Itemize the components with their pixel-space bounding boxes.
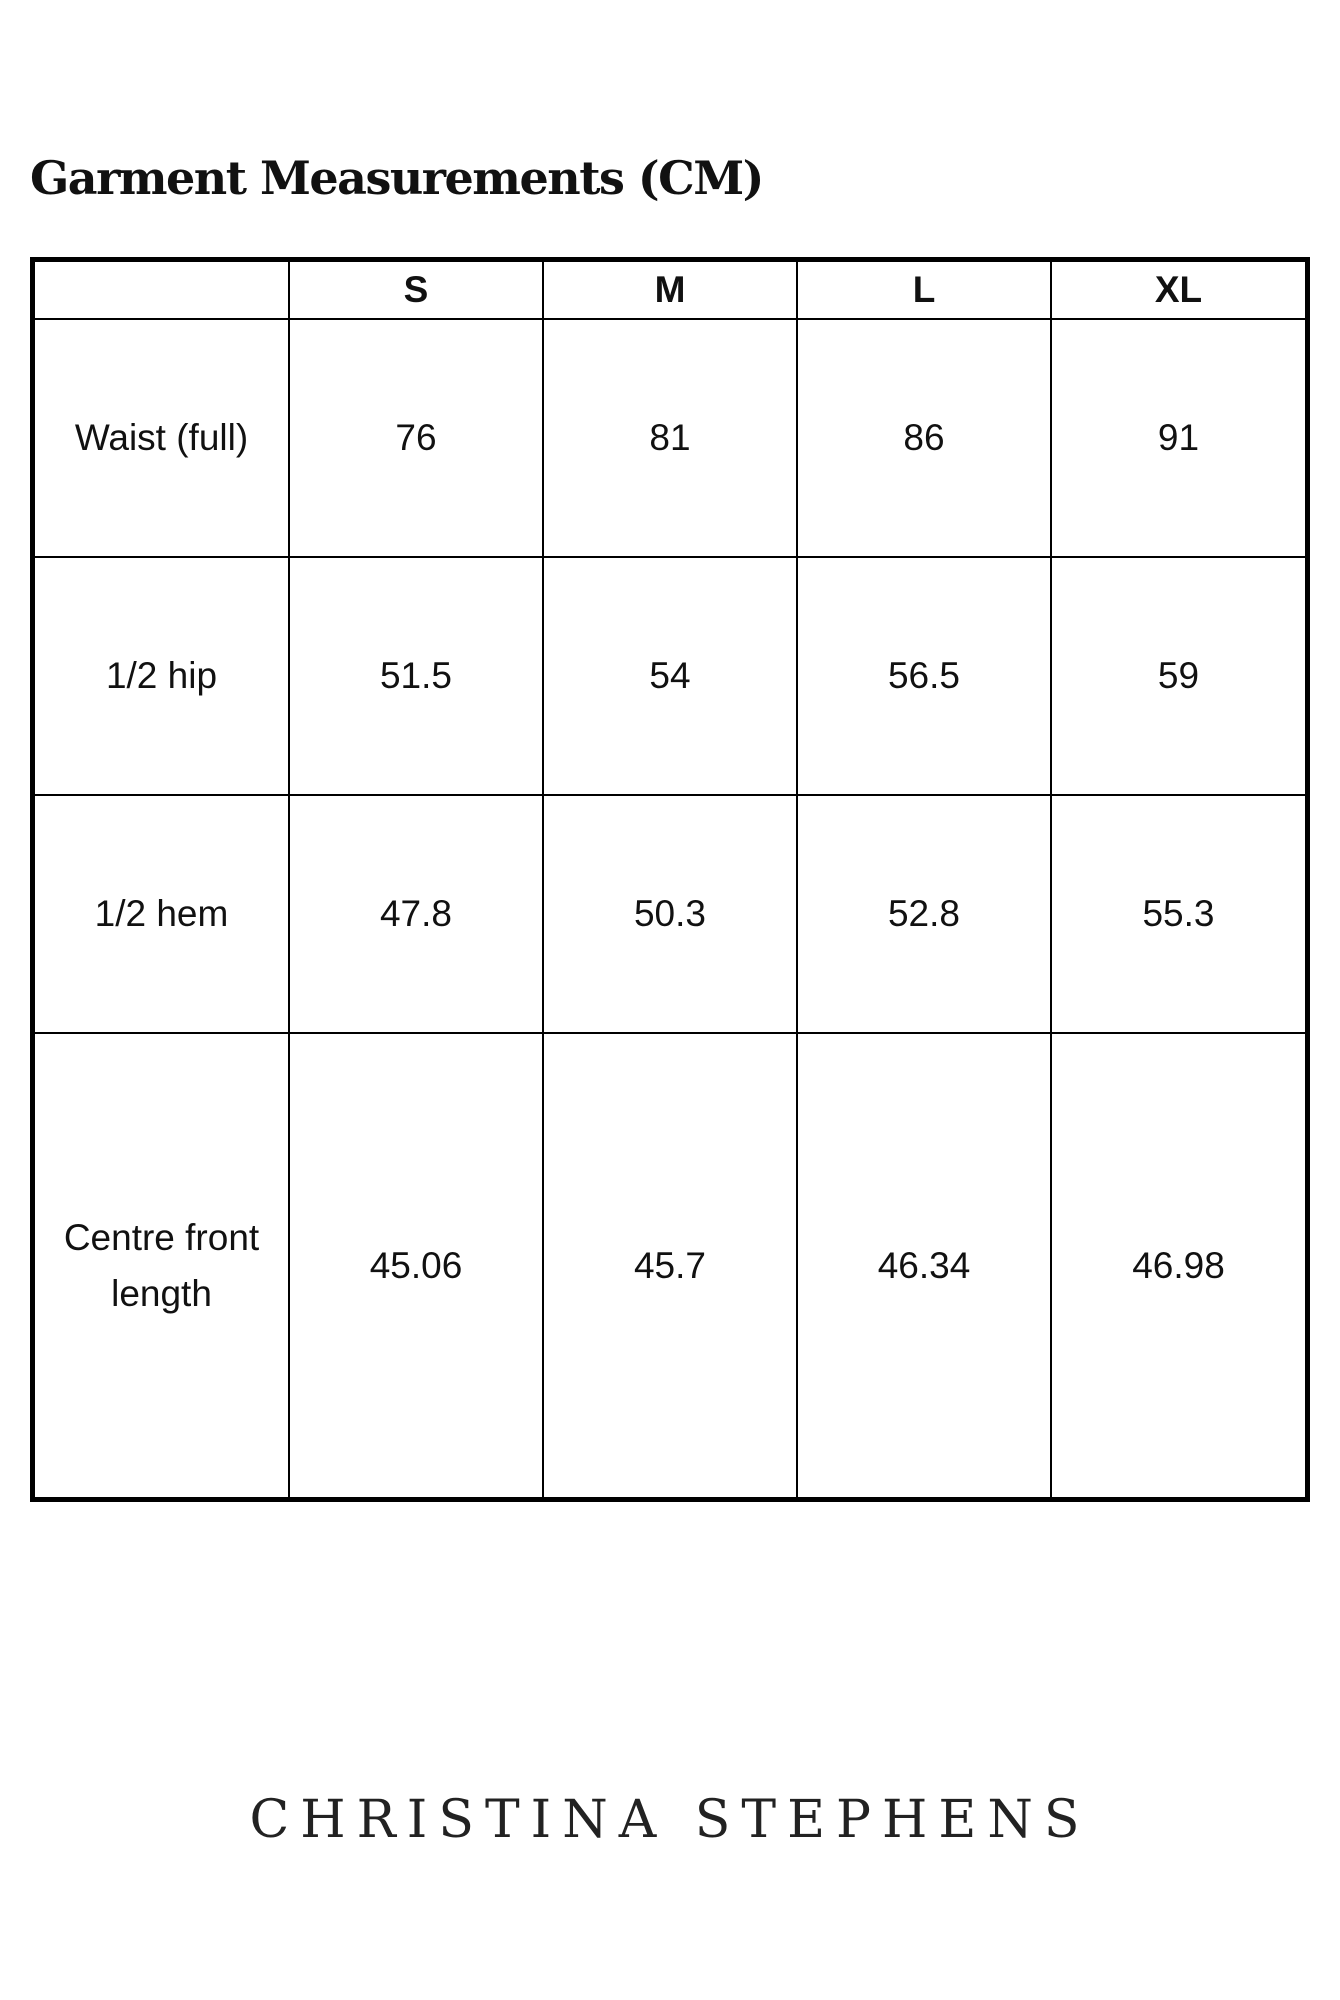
table-cell: 46.34 [797,1033,1051,1497]
table-cell: 55.3 [1051,795,1305,1033]
measurements-table [35,262,1305,1497]
header-cell-empty [35,262,289,319]
table-cell: 45.06 [289,1033,543,1497]
header-cell-size-l: L [797,262,1051,319]
table-cell: 52.8 [797,795,1051,1033]
table-row [35,1033,1305,1497]
header-cell-size-s: S [289,262,543,319]
table-cell: 81 [543,319,797,557]
table-cell: 46.98 [1051,1033,1305,1497]
row-label: 1/2 hem [35,795,289,1033]
table-cell: 50.3 [543,795,797,1033]
table-cell: 45.7 [543,1033,797,1497]
page-title: Garment Measurements (CM) [30,151,763,205]
table-row [35,795,1305,1033]
table-row [35,557,1305,795]
table-cell: 51.5 [289,557,543,795]
table-cell: 59 [1051,557,1305,795]
row-label: 1/2 hip [35,557,289,795]
table-header-row [35,262,1305,319]
header-cell-size-xl: XL [1051,262,1305,319]
table-cell: 76 [289,319,543,557]
table-cell: 86 [797,319,1051,557]
row-label: Centre front length [35,1033,289,1497]
header-cell-size-m: M [543,262,797,319]
table-cell: 91 [1051,319,1305,557]
table-row [35,319,1305,557]
table-cell: 56.5 [797,557,1051,795]
row-label: Waist (full) [35,319,289,557]
brand-wordmark: CHRISTINA STEPHENS [249,1790,1091,1850]
table-cell: 47.8 [289,795,543,1033]
measurements-table-frame [30,257,1310,1502]
table-cell: 54 [543,557,797,795]
